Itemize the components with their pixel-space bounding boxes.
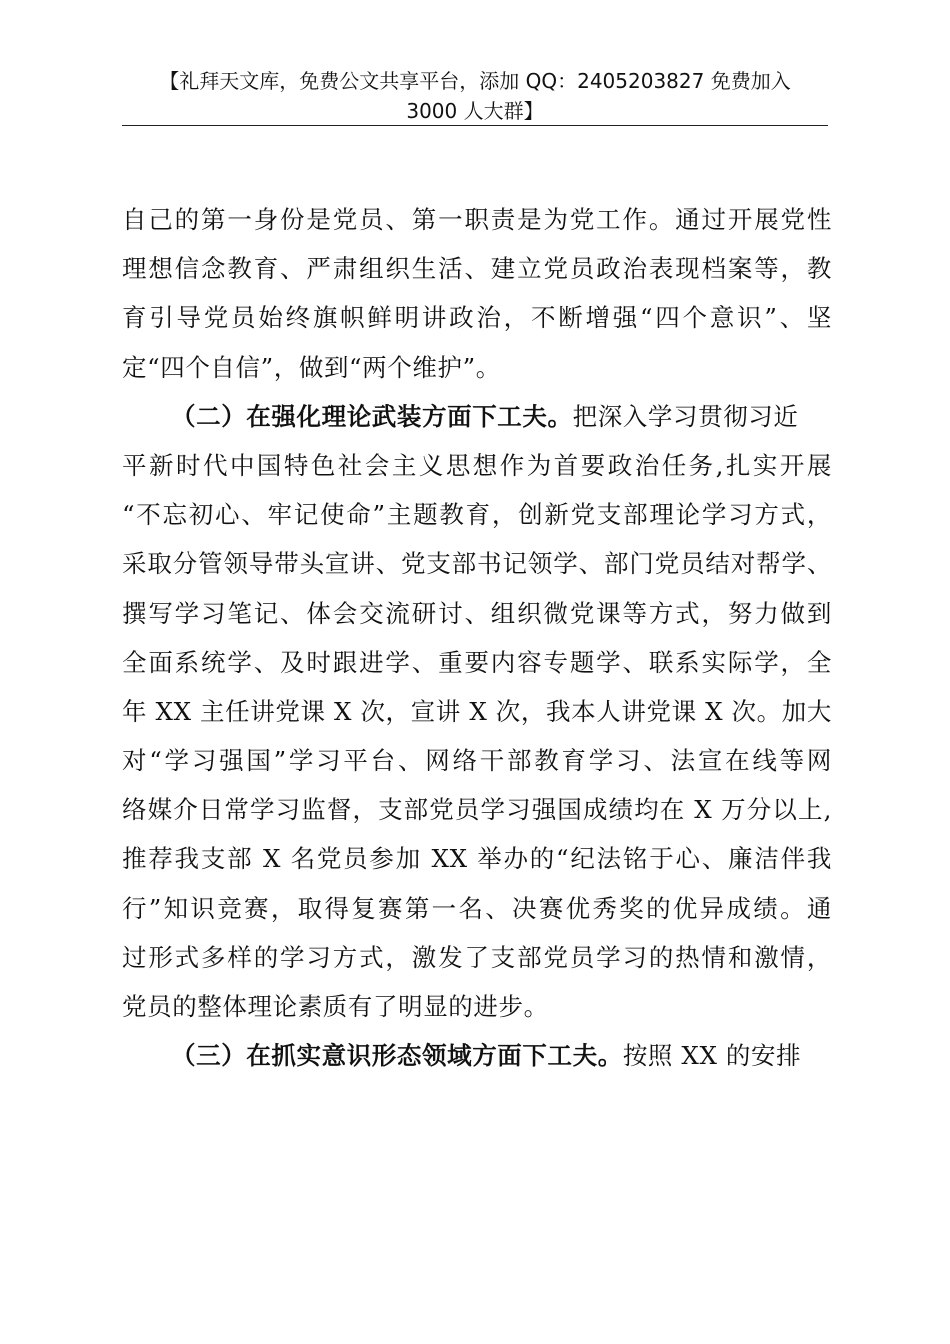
body-line: 撰写学习笔记、体会交流研讨、组织微党课等方式，努力做到	[122, 598, 832, 628]
section-2-heading: （二）在强化理论武装方面下工夫。	[171, 401, 573, 431]
body-line: 行”知识竞赛，取得复赛第一名、决赛优秀奖的优异成绩。通	[122, 893, 832, 923]
page-header	[122, 66, 828, 126]
body-line: 党员的整体理论素质有了明显的进步。	[122, 992, 549, 1021]
body-line: 对“学习强国”学习平台、网络干部教育学习、法宣在线等网	[122, 746, 832, 776]
header-line-1: 【礼拜天文库，免费公文共享平台，添加 QQ：2405203827 免费加入	[159, 69, 791, 93]
body-line: 过形式多样的学习方式，激发了支部党员学习的热情和激情，	[122, 942, 832, 972]
section-3-lead-text: 按照 XX 的安排	[622, 1041, 802, 1071]
header-line-2: 3000 人大群】	[406, 99, 544, 123]
header-divider	[122, 125, 828, 126]
body-line: “不忘初心、牢记使命”主题教育，创新党支部理论学习方式，	[122, 500, 832, 530]
body-line: 全面系统学、及时跟进学、重要内容专题学、联系实际学，全	[122, 647, 832, 677]
document-body	[122, 195, 832, 1080]
section-2-lead-text: 把深入学习贯彻习近	[572, 401, 799, 431]
body-line: 平新时代中国特色社会主义思想作为首要政治任务,扎实开展	[122, 450, 832, 480]
body-line: 采取分管领导带头宣讲、党支部书记领学、部门党员结对帮学、	[122, 549, 832, 579]
body-line: 络媒介日常学习监督，支部党员学习强国成绩均在 X 万分以上,	[122, 795, 832, 825]
body-line: 定“四个自信”，做到“两个维护”。	[122, 352, 501, 382]
body-line: 理想信念教育、严肃组织生活、建立党员政治表现档案等，教	[122, 254, 832, 284]
section-2-first-line	[122, 392, 832, 441]
section-3-heading: （三）在抓实意识形态领域方面下工夫。	[171, 1041, 623, 1071]
body-line: 育引导党员始终旗帜鲜明讲政治，不断增强“四个意识”、坚	[122, 303, 832, 333]
section-3-first-line	[122, 1031, 832, 1080]
body-line: 年 XX 主任讲党课 X 次，宣讲 X 次，我本人讲党课 X 次。加大	[122, 696, 832, 726]
body-line: 自己的第一身份是党员、第一职责是为党工作。通过开展党性	[122, 205, 832, 234]
body-line: 推荐我支部 X 名党员参加 XX 举办的“纪法铭于心、廉洁伴我	[122, 844, 832, 874]
